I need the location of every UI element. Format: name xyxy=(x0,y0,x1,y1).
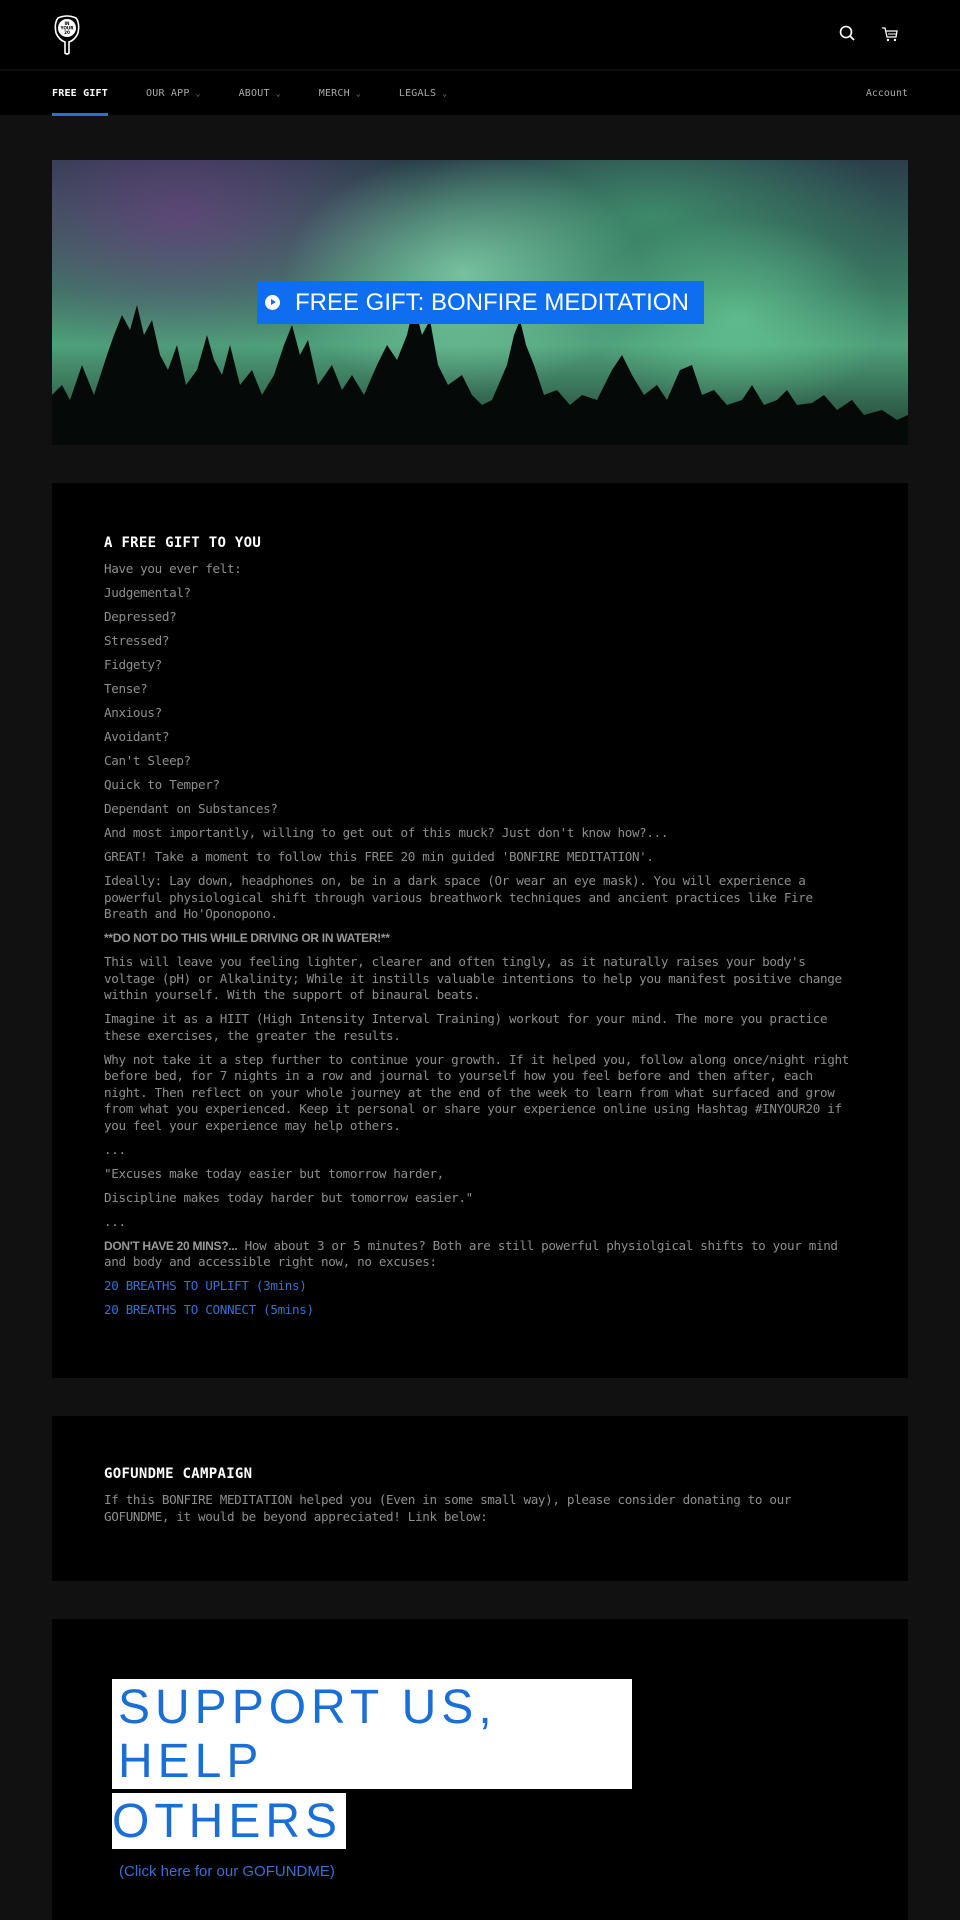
chevron-down-icon: ⌄ xyxy=(355,88,361,98)
link-connect[interactable]: 20 BREATHS TO CONNECT (5mins) xyxy=(104,1302,314,1317)
gofundme-text: If this BONFIRE MEDITATION helped you (Even in some small way), please consider donating to our GOFUNDME, it would be beyond appreciated! Link below: xyxy=(104,1492,792,1524)
support-heading-line-2[interactable]: OTHERS xyxy=(112,1793,346,1849)
paragraph-muck: And most importantly, willing to get out of this muck? Just don't know how?... xyxy=(104,825,669,840)
chevron-down-icon: ⌄ xyxy=(275,88,281,98)
hero-title: FREE GIFT: BONFIRE MEDITATION xyxy=(295,288,689,316)
nav-label: OUR APP xyxy=(146,87,190,99)
paragraph-short xyxy=(104,1238,856,1271)
link-uplift[interactable]: 20 BREATHS TO UPLIFT (3mins) xyxy=(104,1278,307,1293)
nav-item-our-app[interactable] xyxy=(146,70,201,116)
svg-text:YOUR: YOUR xyxy=(60,25,74,31)
quote-line-1: "Excuses make today easier but tomorrow harder, xyxy=(104,1165,444,1181)
support-section xyxy=(52,1619,908,1920)
feeling-item: Can't Sleep? xyxy=(104,753,191,768)
ellipsis: ... xyxy=(104,1141,126,1157)
chevron-down-icon: ⌄ xyxy=(195,88,201,98)
hero-title-banner[interactable] xyxy=(257,281,704,324)
feeling-item: Anxious? xyxy=(104,705,162,720)
nav-item-merch[interactable] xyxy=(319,70,361,116)
support-heading-line-1[interactable]: SUPPORT US, HELP xyxy=(112,1679,632,1789)
chevron-down-icon: ⌄ xyxy=(442,88,448,98)
site-logo[interactable] xyxy=(53,14,81,56)
paragraph-hiit: Imagine it as a HIIT (High Intensity Interval Training) workout for your mind. The more you practice these exercises, the greater the results. xyxy=(104,1011,828,1043)
feeling-item: Quick to Temper? xyxy=(104,777,220,792)
feeling-item: Tense? xyxy=(104,681,148,696)
nav-label: MERCH xyxy=(318,87,350,99)
hero-aurora-image xyxy=(52,160,908,445)
feeling-item: Stressed? xyxy=(104,633,170,648)
site-header xyxy=(0,0,960,69)
paragraph-effects: This will leave you feeling lighter, clearer and often tingly, as it naturally raises your body's voltage (pH) or Alkalinity; While it instills valuable intentions to help you manifest positive change within yourself. With the support of binaural beats. xyxy=(104,954,842,1002)
intro-text: Have you ever felt: xyxy=(104,561,242,576)
search-icon[interactable] xyxy=(838,24,858,44)
section-heading: GOFUNDME CAMPAIGN xyxy=(104,1466,253,1482)
nav-item-about[interactable] xyxy=(239,70,281,116)
section-heading: A FREE GIFT TO YOU xyxy=(104,535,262,551)
nav-label: FREE GIFT xyxy=(52,87,108,99)
nav-label: ABOUT xyxy=(238,87,270,99)
account-link[interactable]: Account xyxy=(865,87,908,99)
feeling-item: Judgemental? xyxy=(104,585,191,600)
nav-label: LEGALS xyxy=(398,87,437,99)
paragraph-ideally: Ideally: Lay down, headphones on, be in a dark space (Or wear an eye mask). You will experience a powerful physiological shift through various breathwork techniques and ancient practices like Fire Breath and Ho'Oponopono. xyxy=(104,873,813,921)
play-circle-icon xyxy=(265,295,280,310)
quote-line-2: Discipline makes today harder but tomorrow easier." xyxy=(104,1189,473,1205)
feeling-item: Fidgety? xyxy=(104,657,162,672)
cart-icon[interactable] xyxy=(880,24,900,44)
nav-item-free-gift[interactable] xyxy=(52,70,108,116)
microphone-logo-icon xyxy=(53,14,81,56)
main-nav xyxy=(0,69,960,115)
gofundme-section xyxy=(52,1416,908,1581)
short-bold: DON'T HAVE 20 MINS?... xyxy=(104,1238,238,1253)
svg-text:IN: IN xyxy=(64,21,70,26)
feeling-item: Depressed? xyxy=(104,609,177,624)
feeling-item: Avoidant? xyxy=(104,729,170,744)
paragraph-why: Why not take it a step further to continue your growth. If it helped you, follow along once/night right before bed, for 7 nights in a row and journal to yourself how you feel before and then after, each night. Then reflect on your whole journey at the end of the week to learn from what surfaced and grow from what you experienced. Keep it personal or share your experience online using Hashtag #INYOUR20 if you feel your experience may help others. xyxy=(104,1051,849,1133)
gofundme-link[interactable]: (Click here for our GOFUNDME) xyxy=(119,1862,335,1880)
feeling-item: Dependant on Substances? xyxy=(104,801,278,816)
svg-text:20: 20 xyxy=(64,30,70,35)
ellipsis: ... xyxy=(104,1213,126,1229)
short-text: How about 3 or 5 minutes? Both are still powerful physiolgical shifts to your mind and body and accessible right now, no excuses: xyxy=(104,1237,838,1269)
warning-text: **DO NOT DO THIS WHILE DRIVING OR IN WATER!** xyxy=(104,931,390,945)
paragraph-great: GREAT! Take a moment to follow this FREE 20 min guided 'BONFIRE MEDITATION'. xyxy=(104,849,654,864)
nav-item-legals[interactable] xyxy=(399,70,447,116)
free-gift-section xyxy=(52,483,908,1378)
